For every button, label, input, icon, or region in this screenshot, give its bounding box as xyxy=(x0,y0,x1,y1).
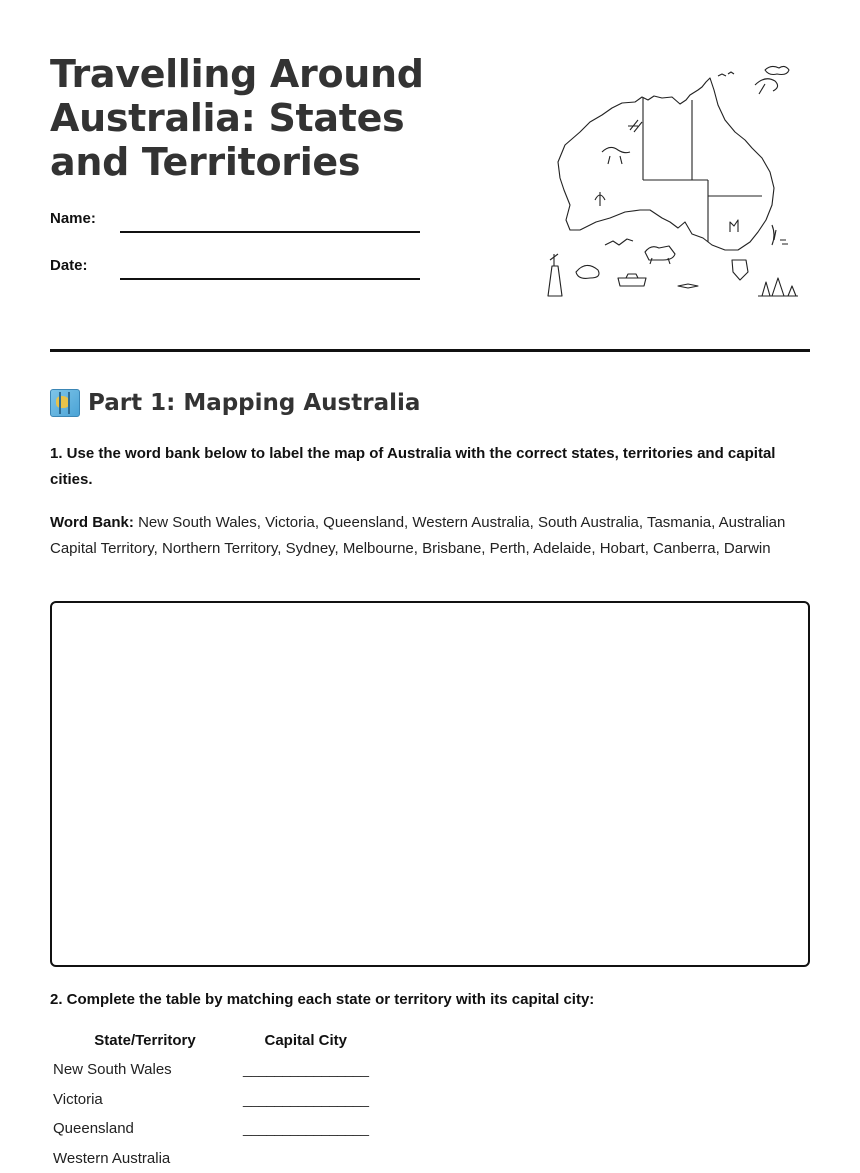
state-cell: Victoria xyxy=(50,1085,240,1115)
state-cell: New South Wales xyxy=(50,1055,240,1085)
capital-blank[interactable]: ________________ xyxy=(240,1114,371,1144)
table-row xyxy=(50,1144,371,1173)
part1-title: Part 1: Mapping Australia xyxy=(88,390,420,416)
name-label: Name: xyxy=(50,210,96,227)
capital-blank[interactable] xyxy=(240,1144,371,1173)
capital-blank[interactable]: ________________ xyxy=(240,1085,371,1115)
state-cell: Queensland xyxy=(50,1114,240,1144)
word-bank xyxy=(50,510,790,561)
map-answer-box[interactable] xyxy=(50,601,810,967)
world-map-icon xyxy=(50,389,80,417)
worksheet-title: Travelling Around Australia: States and Territories xyxy=(50,52,470,184)
date-line[interactable] xyxy=(120,278,420,280)
word-bank-label: Word Bank: xyxy=(50,514,134,531)
word-bank-list: New South Wales, Victoria, Queensland, Western Australia, South Australia, Tasmania, Australian Capital Territory, Northern Territory, Sydney, Melbourne, Brisbane, Perth, Adelaide, Hobart, Canberra, Darwin xyxy=(50,514,785,557)
name-line[interactable] xyxy=(120,231,420,233)
column-header-capital: Capital City xyxy=(240,1026,371,1055)
table-row xyxy=(50,1055,371,1085)
table-header-row xyxy=(50,1026,371,1055)
capital-blank[interactable]: ________________ xyxy=(240,1055,371,1085)
column-header-state: State/Territory xyxy=(50,1026,240,1055)
table-row xyxy=(50,1085,371,1115)
table-row xyxy=(50,1114,371,1144)
question-1: 1. Use the word bank below to label the map of Australia with the correct states, territories and capital cities. xyxy=(50,441,810,493)
question-2: 2. Complete the table by matching each state or territory with its capital city: xyxy=(50,987,810,1013)
part1-heading xyxy=(50,386,420,420)
state-cell: Western Australia xyxy=(50,1144,240,1173)
capitals-table xyxy=(50,1026,371,1173)
australia-map-illustration xyxy=(540,60,800,305)
date-label: Date: xyxy=(50,257,88,274)
header-divider xyxy=(50,349,810,352)
